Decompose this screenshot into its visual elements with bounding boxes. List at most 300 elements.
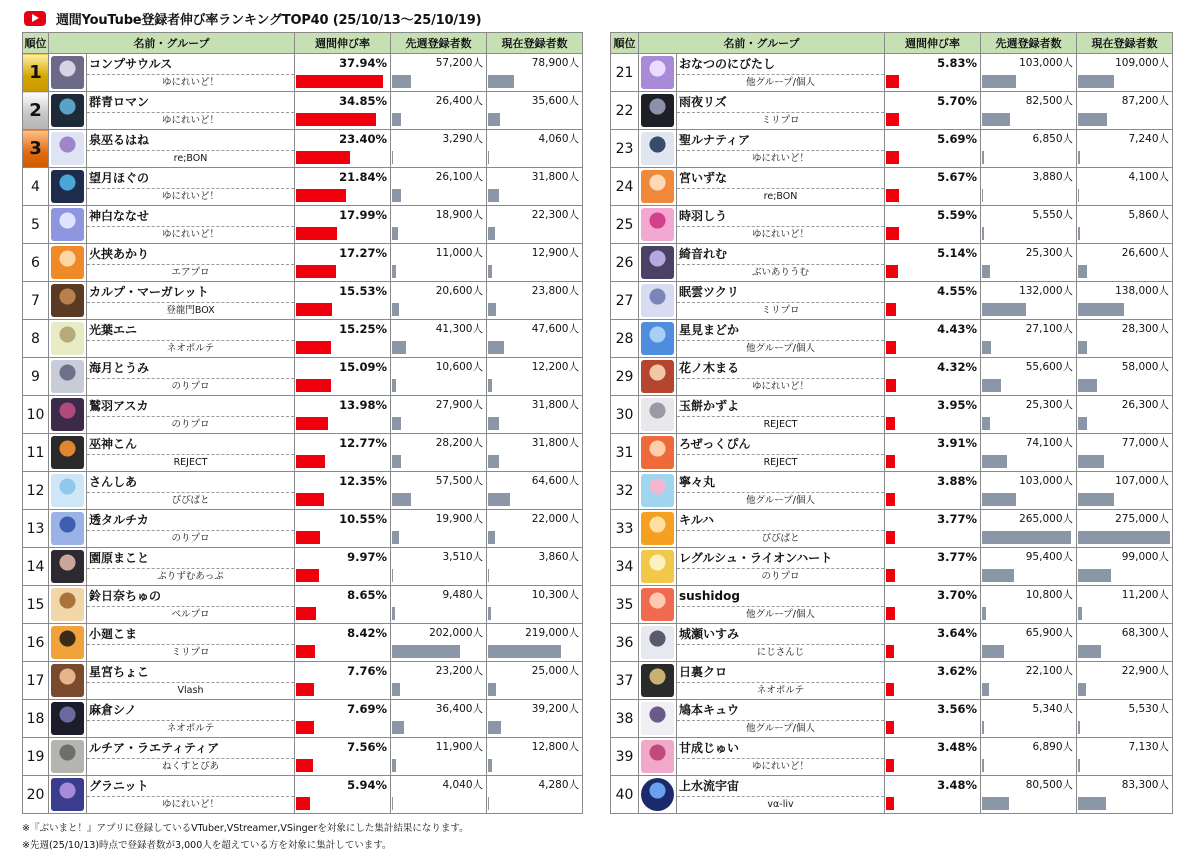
prev-subs-value: 132,000人 [1019, 285, 1073, 297]
curr-subs-bar [488, 607, 491, 620]
avatar-cell [49, 738, 87, 776]
curr-subs-bar [1078, 569, 1111, 582]
curr-subs-cell [487, 282, 583, 320]
curr-subs-bar [1078, 189, 1079, 202]
curr-subs-value: 107,000人 [1115, 475, 1169, 487]
prev-subs-bar [982, 569, 1014, 582]
avatar-cell [639, 472, 677, 510]
curr-subs-value: 219,000人 [525, 627, 579, 639]
curr-subs-bar [488, 151, 489, 164]
weekly-rate-bar [296, 797, 310, 810]
rate-cell [295, 776, 391, 814]
avatar [641, 360, 674, 393]
rank-cell: 1 [23, 54, 49, 92]
group-name: ゆにれいど！ [677, 150, 884, 167]
name-group-cell [87, 282, 295, 320]
rate-cell [295, 206, 391, 244]
curr-subs-bar [1078, 113, 1107, 126]
prev-subs-value: 5,340人 [1032, 703, 1073, 715]
name-group-cell [87, 624, 295, 662]
table-row [23, 472, 583, 510]
weekly-rate-value: 3.91% [937, 436, 977, 450]
table-row [23, 510, 583, 548]
table-row [611, 700, 1173, 738]
weekly-rate-bar [886, 797, 894, 810]
avatar-cell [49, 206, 87, 244]
curr-subs-cell [487, 396, 583, 434]
avatar [641, 474, 674, 507]
avatar [51, 664, 84, 697]
name-group-cell [677, 244, 885, 282]
weekly-rate-value: 17.27% [339, 246, 387, 260]
rank-cell: 16 [23, 624, 49, 662]
weekly-rate-value: 3.88% [937, 474, 977, 488]
avatar-cell [639, 54, 677, 92]
avatar [641, 170, 674, 203]
table-row [611, 662, 1173, 700]
group-name: REJECT [677, 454, 884, 471]
header-weekly-rate: 週間伸び率 [295, 33, 391, 54]
vtuber-name: 麻倉シノ [89, 703, 137, 717]
weekly-rate-bar [296, 189, 346, 202]
rank-cell: 21 [611, 54, 639, 92]
rate-cell [885, 92, 981, 130]
weekly-rate-value: 17.99% [339, 208, 387, 222]
weekly-rate-value: 12.35% [339, 474, 387, 488]
weekly-rate-value: 3.48% [937, 778, 977, 792]
page-title: 週間YouTube登録者伸び率ランキングTOP40 (25/10/13〜25/10/19) [56, 12, 482, 28]
prev-subs-cell [391, 206, 487, 244]
header-rank: 順位 [611, 33, 639, 54]
avatar [641, 626, 674, 659]
prev-subs-cell [981, 396, 1077, 434]
prev-subs-bar [392, 265, 396, 278]
vtuber-name: 星宮ちょこ [89, 665, 150, 679]
avatar-cell [49, 130, 87, 168]
weekly-rate-bar [296, 721, 314, 734]
table-row [611, 244, 1173, 282]
rank-cell: 25 [611, 206, 639, 244]
weekly-rate-bar [886, 455, 895, 468]
name-group-cell [677, 586, 885, 624]
table-row [611, 92, 1173, 130]
vtuber-name: 群青ロマン [89, 95, 150, 109]
group-name: ぷりずむあっぷ [87, 568, 294, 585]
group-name: ミリプロ [677, 302, 884, 319]
vtuber-name: 上水流宇宙 [679, 779, 740, 793]
curr-subs-bar [488, 227, 495, 240]
curr-subs-cell [1077, 168, 1173, 206]
weekly-rate-value: 5.59% [937, 208, 977, 222]
table-row [23, 548, 583, 586]
rank-cell: 36 [611, 624, 639, 662]
table-row [23, 624, 583, 662]
weekly-rate-bar [886, 607, 895, 620]
prev-subs-bar [982, 227, 984, 240]
curr-subs-cell [487, 586, 583, 624]
vtuber-name: 小廻こま [89, 627, 138, 641]
prev-subs-value: 27,100人 [1025, 323, 1073, 335]
avatar-cell [639, 244, 677, 282]
group-name: ベルプロ [87, 606, 294, 623]
group-name: REJECT [677, 416, 884, 433]
curr-subs-bar [488, 341, 504, 354]
rate-cell [885, 54, 981, 92]
rate-cell [295, 244, 391, 282]
curr-subs-bar [1078, 341, 1087, 354]
name-group-cell [87, 244, 295, 282]
prev-subs-bar [982, 531, 1071, 544]
prev-subs-bar [982, 113, 1010, 126]
table-row [611, 738, 1173, 776]
weekly-rate-bar [886, 341, 896, 354]
name-group-cell [87, 168, 295, 206]
rate-cell [295, 320, 391, 358]
prev-subs-cell [981, 624, 1077, 662]
avatar-cell [49, 662, 87, 700]
avatar-cell [639, 738, 677, 776]
name-group-cell [87, 130, 295, 168]
curr-subs-cell [487, 738, 583, 776]
table-row [611, 358, 1173, 396]
table-header [23, 33, 583, 54]
name-group-cell [677, 472, 885, 510]
name-group-cell [677, 282, 885, 320]
prev-subs-cell [391, 434, 487, 472]
prev-subs-value: 57,500人 [435, 475, 483, 487]
rank-cell: 20 [23, 776, 49, 814]
group-name: ネオポルテ [87, 340, 294, 357]
vtuber-name: 時羽しう [679, 209, 728, 223]
curr-subs-bar [488, 531, 495, 544]
prev-subs-value: 9,480人 [442, 589, 483, 601]
rate-cell [885, 320, 981, 358]
name-group-cell [87, 396, 295, 434]
weekly-rate-bar [296, 303, 332, 316]
avatar-cell [49, 358, 87, 396]
group-name: のりプロ [677, 568, 884, 585]
vtuber-name: 宮いずな [679, 171, 728, 185]
rate-cell [885, 206, 981, 244]
avatar [641, 778, 674, 811]
weekly-rate-bar [296, 265, 336, 278]
prev-subs-cell [391, 358, 487, 396]
prev-subs-cell [391, 282, 487, 320]
name-group-cell [677, 548, 885, 586]
avatar-cell [639, 92, 677, 130]
weekly-rate-bar [296, 645, 315, 658]
vtuber-name: コンプサウルス [89, 57, 173, 71]
weekly-rate-value: 15.53% [339, 284, 387, 298]
avatar [51, 208, 84, 241]
header-prev-subs: 先週登録者数 [981, 33, 1077, 54]
group-name: 他グループ/個人 [677, 74, 884, 91]
weekly-rate-value: 3.56% [937, 702, 977, 716]
curr-subs-cell [1077, 662, 1173, 700]
table-row [611, 320, 1173, 358]
prev-subs-cell [391, 700, 487, 738]
curr-subs-bar [1078, 303, 1124, 316]
curr-subs-bar [1078, 607, 1082, 620]
group-name: ぶいありうむ [677, 264, 884, 281]
rank-cell: 39 [611, 738, 639, 776]
prev-subs-bar [982, 379, 1001, 392]
curr-subs-value: 31,800人 [531, 437, 579, 449]
curr-subs-cell [487, 320, 583, 358]
curr-subs-bar [488, 265, 492, 278]
weekly-rate-value: 7.69% [347, 702, 387, 716]
group-name: 登龍門BOX [87, 302, 294, 319]
weekly-rate-value: 3.95% [937, 398, 977, 412]
rate-cell [295, 396, 391, 434]
prev-subs-cell [391, 130, 487, 168]
rate-cell [295, 586, 391, 624]
vtuber-name: 花ノ木まる [679, 361, 740, 375]
prev-subs-cell [981, 700, 1077, 738]
curr-subs-value: 7,240人 [1128, 133, 1169, 145]
prev-subs-cell [981, 358, 1077, 396]
curr-subs-value: 22,900人 [1121, 665, 1169, 677]
curr-subs-cell [1077, 206, 1173, 244]
table-header [611, 33, 1173, 54]
weekly-rate-bar [886, 227, 899, 240]
prev-subs-value: 25,300人 [1025, 247, 1073, 259]
prev-subs-cell [391, 244, 487, 282]
weekly-rate-bar [886, 113, 899, 126]
curr-subs-cell [1077, 776, 1173, 814]
name-group-cell [677, 510, 885, 548]
vtuber-name: 光葉エニ [89, 323, 138, 337]
avatar-cell [49, 510, 87, 548]
curr-subs-value: 275,000人 [1115, 513, 1169, 525]
group-name: REJECT [87, 454, 294, 471]
avatar [641, 322, 674, 355]
curr-subs-bar [1078, 797, 1106, 810]
prev-subs-value: 25,300人 [1025, 399, 1073, 411]
prev-subs-value: 36,400人 [435, 703, 483, 715]
name-group-cell [87, 548, 295, 586]
prev-subs-value: 82,500人 [1025, 95, 1073, 107]
prev-subs-bar [392, 683, 400, 696]
curr-subs-bar [488, 417, 499, 430]
vtuber-name: カルプ・マーガレット [89, 285, 209, 299]
rate-cell [295, 700, 391, 738]
avatar [51, 56, 84, 89]
prev-subs-bar [392, 379, 396, 392]
group-name: ネオポルテ [87, 720, 294, 737]
prev-subs-bar [392, 797, 393, 810]
vtuber-name: 城瀬いすみ [679, 627, 740, 641]
header-rank: 順位 [23, 33, 49, 54]
group-name: ゆにれいど！ [87, 74, 294, 91]
curr-subs-bar [488, 189, 499, 202]
weekly-rate-value: 15.09% [339, 360, 387, 374]
rank-cell: 18 [23, 700, 49, 738]
curr-subs-cell [1077, 624, 1173, 662]
curr-subs-bar [488, 75, 514, 88]
rank-cell: 7 [23, 282, 49, 320]
curr-subs-bar [1078, 721, 1080, 734]
footnote: ※『ぶいまと！』アプリに登録しているVTuber,VStreamer,VSingerを対象にした集計結果になります。 [22, 823, 469, 834]
rank-cell: 13 [23, 510, 49, 548]
prev-subs-cell [391, 548, 487, 586]
avatar-cell [49, 168, 87, 206]
prev-subs-cell [981, 244, 1077, 282]
weekly-rate-value: 8.42% [347, 626, 387, 640]
avatar [51, 474, 84, 507]
curr-subs-cell [1077, 92, 1173, 130]
curr-subs-value: 31,800人 [531, 171, 579, 183]
avatar [51, 550, 84, 583]
table-row [23, 586, 583, 624]
prev-subs-bar [392, 151, 393, 164]
weekly-rate-value: 9.97% [347, 550, 387, 564]
weekly-rate-bar [886, 493, 895, 506]
avatar-cell [49, 624, 87, 662]
table-row [23, 738, 583, 776]
prev-subs-cell [391, 92, 487, 130]
rank-cell: 3 [23, 130, 49, 168]
rank-cell: 26 [611, 244, 639, 282]
name-group-cell [87, 472, 295, 510]
prev-subs-bar [982, 151, 984, 164]
prev-subs-bar [982, 493, 1016, 506]
header-weekly-rate: 週間伸び率 [885, 33, 981, 54]
prev-subs-cell [981, 738, 1077, 776]
curr-subs-value: 83,300人 [1121, 779, 1169, 791]
weekly-rate-value: 12.77% [339, 436, 387, 450]
curr-subs-bar [488, 379, 492, 392]
group-name: ゆにれいど！ [677, 758, 884, 775]
curr-subs-value: 28,300人 [1121, 323, 1169, 335]
curr-subs-cell [487, 54, 583, 92]
prev-subs-value: 5,550人 [1032, 209, 1073, 221]
avatar [641, 588, 674, 621]
prev-subs-cell [391, 662, 487, 700]
vtuber-name: 聖ルナティア [679, 133, 751, 147]
prev-subs-cell [391, 510, 487, 548]
weekly-rate-value: 3.62% [937, 664, 977, 678]
rank-cell: 24 [611, 168, 639, 206]
avatar [51, 702, 84, 735]
vtuber-name: 鷲羽アスカ [89, 399, 149, 413]
weekly-rate-value: 3.77% [937, 512, 977, 526]
group-name: にじさんじ [677, 644, 884, 661]
curr-subs-value: 23,800人 [531, 285, 579, 297]
vtuber-name: 鈴日奈ちゅの [89, 589, 162, 603]
curr-subs-bar [488, 759, 492, 772]
vtuber-name: ろぜっくぴん [679, 437, 751, 451]
rate-cell [885, 776, 981, 814]
weekly-rate-bar [296, 227, 337, 240]
weekly-rate-bar [296, 75, 383, 88]
avatar-cell [639, 662, 677, 700]
rank-cell: 37 [611, 662, 639, 700]
rank-cell: 27 [611, 282, 639, 320]
avatar-cell [49, 282, 87, 320]
avatar [51, 588, 84, 621]
avatar-cell [49, 776, 87, 814]
rate-cell [885, 434, 981, 472]
table-row [23, 700, 583, 738]
weekly-rate-value: 7.56% [347, 740, 387, 754]
rate-cell [885, 700, 981, 738]
avatar [51, 170, 84, 203]
avatar-cell [639, 434, 677, 472]
weekly-rate-value: 3.48% [937, 740, 977, 754]
rate-cell [295, 738, 391, 776]
vtuber-name: 海月とうみ [89, 361, 150, 375]
vtuber-name: おなつのにびたし [679, 57, 776, 71]
vtuber-name: レグルシュ・ライオンハート [679, 551, 833, 565]
weekly-rate-bar [296, 569, 319, 582]
rank-cell: 38 [611, 700, 639, 738]
prev-subs-value: 3,510人 [442, 551, 483, 563]
weekly-rate-value: 15.25% [339, 322, 387, 336]
weekly-rate-bar [296, 759, 313, 772]
weekly-rate-value: 5.67% [937, 170, 977, 184]
avatar-cell [639, 396, 677, 434]
name-group-cell [677, 168, 885, 206]
header-prev-subs: 先週登録者数 [391, 33, 487, 54]
table-row [23, 776, 583, 814]
vtuber-name: 眠雲ツクリ [679, 285, 739, 299]
rate-cell [295, 548, 391, 586]
curr-subs-bar [488, 113, 500, 126]
name-group-cell [87, 92, 295, 130]
prev-subs-value: 10,800人 [1025, 589, 1073, 601]
curr-subs-cell [1077, 586, 1173, 624]
group-name: ねくすとぴあ [87, 758, 294, 775]
ranking-table-right [610, 32, 1173, 814]
prev-subs-bar [982, 759, 984, 772]
prev-subs-bar [982, 417, 990, 430]
weekly-rate-value: 13.98% [339, 398, 387, 412]
prev-subs-bar [392, 531, 399, 544]
rate-cell [885, 358, 981, 396]
prev-subs-bar [982, 683, 989, 696]
curr-subs-cell [487, 624, 583, 662]
weekly-rate-bar [296, 455, 325, 468]
prev-subs-cell [391, 624, 487, 662]
prev-subs-value: 10,600人 [435, 361, 483, 373]
curr-subs-value: 99,000人 [1121, 551, 1169, 563]
table-row [23, 434, 583, 472]
weekly-rate-value: 23.40% [339, 132, 387, 146]
prev-subs-bar [982, 455, 1007, 468]
weekly-rate-value: 5.14% [937, 246, 977, 260]
curr-subs-cell [1077, 472, 1173, 510]
prev-subs-value: 265,000人 [1019, 513, 1073, 525]
prev-subs-value: 74,100人 [1025, 437, 1073, 449]
rank-cell: 6 [23, 244, 49, 282]
curr-subs-bar [1078, 455, 1104, 468]
prev-subs-bar [392, 455, 401, 468]
curr-subs-value: 35,600人 [531, 95, 579, 107]
name-group-cell [677, 738, 885, 776]
rank-cell: 8 [23, 320, 49, 358]
name-group-cell [677, 662, 885, 700]
group-name: エアプロ [87, 264, 294, 281]
name-group-cell [677, 206, 885, 244]
curr-subs-bar [1078, 417, 1087, 430]
weekly-rate-bar [296, 683, 314, 696]
prev-subs-cell [981, 510, 1077, 548]
rate-cell [885, 624, 981, 662]
header-curr-subs: 現在登録者数 [1077, 33, 1173, 54]
weekly-rate-bar [296, 113, 376, 126]
name-group-cell [87, 434, 295, 472]
